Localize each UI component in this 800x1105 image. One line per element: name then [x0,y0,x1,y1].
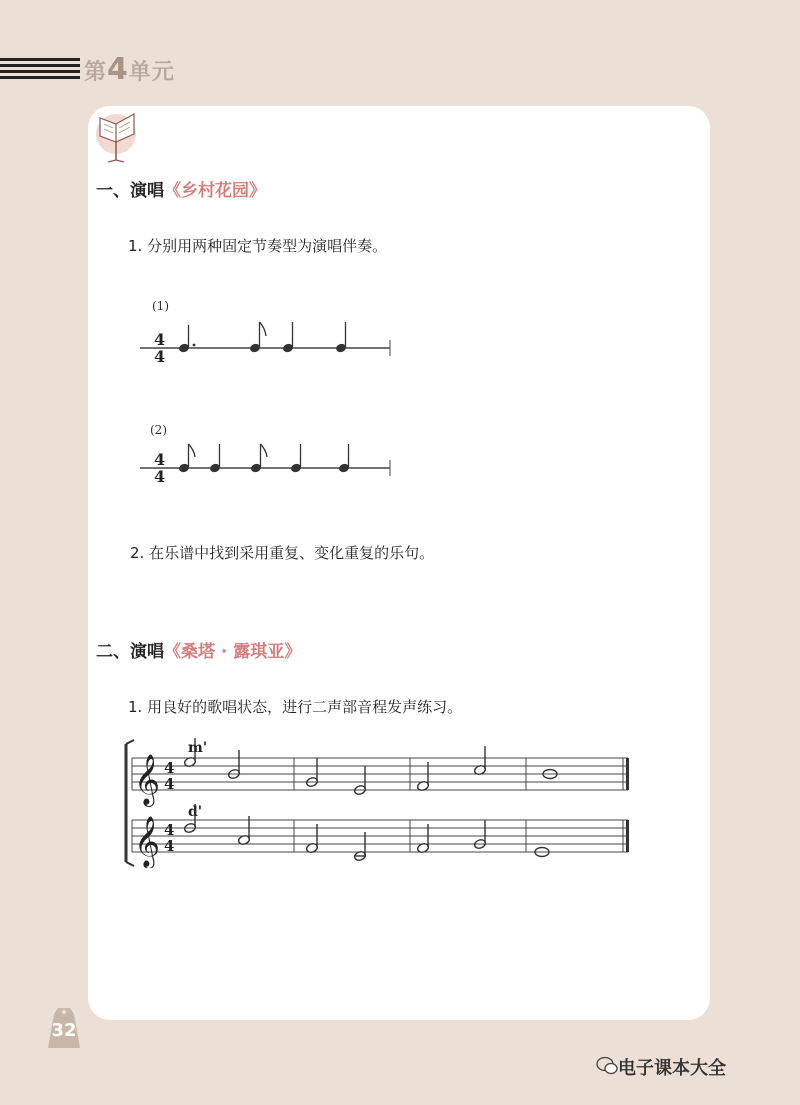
page-number-badge: 32 [44,1002,84,1050]
rhythm-pattern-1 [138,294,398,374]
treble-clef-icon: 𝄞 [134,816,161,867]
treble-clef-icon: 𝄞 [134,754,161,805]
quarter-note [335,322,347,353]
dotted-quarter-note [178,325,195,353]
lower-notes [183,804,549,862]
eighth-note [250,444,267,473]
upper-staff [132,758,628,790]
watermark-text: 电子课本大全 [618,1058,726,1079]
unit-title: 第4单元 [84,52,175,87]
time-sig-bottom: 4 [154,467,166,486]
quarter-note [209,444,221,473]
svg-text:4: 4 [164,837,175,855]
header-decoration-lines [0,58,80,82]
svg-text:4: 4 [164,821,175,839]
svg-text:4: 4 [164,759,175,777]
section1-title: 一、演唱《乡村花园》 [96,181,266,201]
two-part-score [118,738,638,868]
rhythm1-label: (1) [152,299,169,313]
svg-text:4: 4 [164,775,175,793]
section2-item1: 1. 用良好的歌唱状态，进行二声部音程发声练习。 [128,698,463,716]
section1-item1: 1. 分别用两种固定节奏型为演唱伴奏。 [128,237,388,255]
section1-item2: 2. 在乐谱中找到采用重复、变化重复的乐句。 [130,544,435,562]
wechat-icon [596,1056,618,1076]
quarter-note [290,444,302,473]
quarter-note [338,444,350,473]
lower-voice-label: d' [188,804,203,820]
eighth-note [178,444,195,473]
upper-voice-label: m' [188,740,208,756]
lower-staff [132,820,628,852]
time-sig-top: 4 [154,450,166,469]
rhythm-pattern-2 [138,420,398,500]
eighth-note [249,322,266,353]
section2-title: 二、演唱《桑塔 · 露琪亚》 [96,642,302,662]
book-stand-icon [94,104,142,164]
upper-notes [183,738,557,796]
quarter-note [282,322,294,353]
time-sig-bottom: 4 [154,347,166,366]
time-sig-top: 4 [154,330,166,349]
rhythm2-label: (2) [150,423,167,437]
